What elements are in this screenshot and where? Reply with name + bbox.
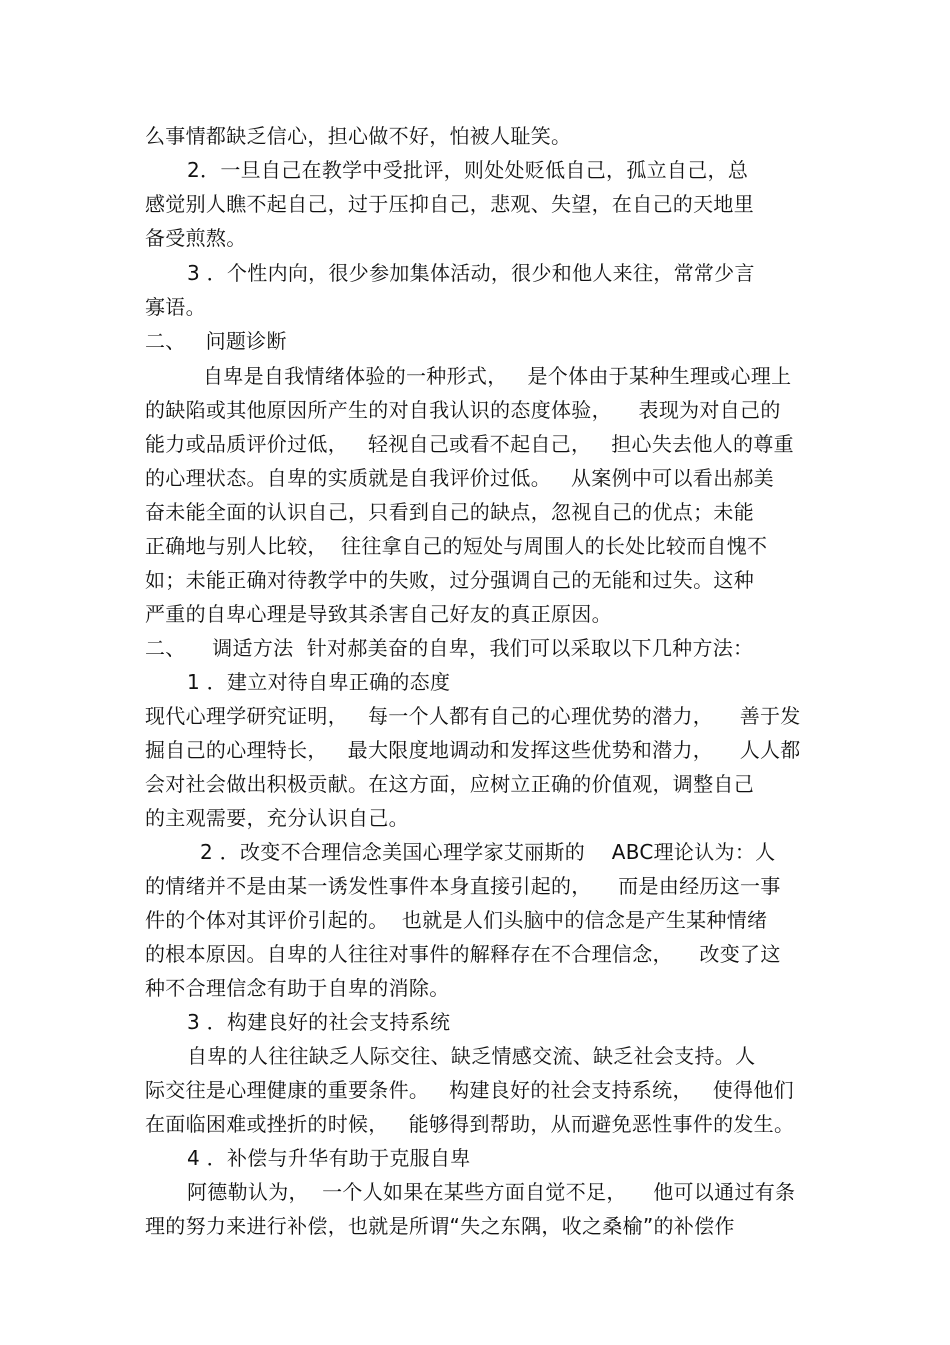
list-item-3: 3 ．个性内向，很少参加集体活动，很少和他人来往，常常少言 (187, 261, 755, 285)
text-line: 的根本原因。自卑的人往往对事件的解释存在不合理信念， 改变了这 (145, 942, 781, 966)
text-line: 理的努力来进行补偿，也就是所谓“失之东隅，收之桑榆”的补偿作 (145, 1214, 735, 1238)
text-line: 自卑的人往往缺乏人际交往、缺乏情感交流、缺乏社会支持。人 (187, 1044, 756, 1068)
text-line: 会对社会做出积极贡献。在这方面，应树立正确的价值观，调整自己 (145, 772, 754, 796)
text-line: 件的个体对其评价引起的。 也就是人们头脑中的信念是产生某种情绪 (145, 908, 768, 932)
text-line: 的情绪并不是由某一诱发性事件本身直接引起的， 而是由经历这一事 (145, 874, 781, 898)
method-heading-4: 4 ．补偿与升华有助于克服自卑 (187, 1146, 471, 1170)
text-line: 能力或品质评价过低， 轻视自己或看不起自己， 担心失去他人的尊重 (145, 432, 794, 456)
method-heading-1: 1 ．建立对待自卑正确的态度 (187, 670, 451, 694)
method-heading-3: 3 ．构建良好的社会支持系统 (187, 1010, 451, 1034)
text-line: 严重的自卑心理是导致其杀害自己好友的真正原因。 (145, 602, 612, 626)
text-line: 际交往是心理健康的重要条件。 构建良好的社会支持系统， 使得他们 (145, 1078, 794, 1102)
text-line: 如；未能正确对待教学中的失败，过分强调自己的无能和过失。这种 (145, 568, 754, 592)
method-heading-2: 2 ．改变不合理信念美国心理学家艾丽斯的 ABC理论认为：人 (200, 840, 776, 864)
text-line: 么事情都缺乏信心，担心做不好，怕被人耻笑。 (145, 124, 572, 148)
text-line: 备受煎熬。 (145, 226, 247, 250)
text-line: 寡语。 (145, 295, 206, 319)
text-line: 感觉别人瞧不起自己，过于压抑自己，悲观、失望，在自己的天地里 (145, 192, 754, 216)
text-line: 种不合理信念有助于自卑的消除。 (145, 976, 450, 1000)
text-line: 奋未能全面的认识自己，只看到自己的缺点，忽视自己的优点；未能 (145, 500, 754, 524)
text-line: 自卑是自我情绪体验的一种形式， 是个体由于某种生理或心理上 (203, 364, 792, 388)
text-line: 的主观需要，充分认识自己。 (145, 806, 409, 830)
section-heading-methods: 二、 调适方法 针对郝美奋的自卑，我们可以采取以下几种方法： (145, 636, 754, 660)
text-line: 的心理状态。自卑的实质就是自我评价过低。 从案例中可以看出郝美 (145, 466, 774, 490)
text-line: 现代心理学研究证明， 每一个人都有自己的心理优势的潜力， 善于发 (145, 704, 801, 728)
text-line: 正确地与别人比较， 往往拿自己的短处与周围人的长处比较而自愧不 (145, 534, 768, 558)
text-line: 的缺陷或其他原因所产生的对自我认识的态度体验， 表现为对自己的 (145, 398, 781, 422)
list-item-2: 2．一旦自己在教学中受批评，则处处贬低自己，孤立自己，总 (187, 158, 749, 182)
section-heading-diagnosis: 二、 问题诊断 (145, 329, 287, 353)
text-line: 掘自己的心理特长， 最大限度地调动和发挥这些优势和潜力， 人人都 (145, 738, 801, 762)
text-line: 在面临困难或挫折的时候， 能够得到帮助，从而避免恶性事件的发生。 (145, 1112, 795, 1136)
text-line: 阿德勒认为， 一个人如果在某些方面自觉不足， 他可以通过有条 (187, 1180, 796, 1204)
